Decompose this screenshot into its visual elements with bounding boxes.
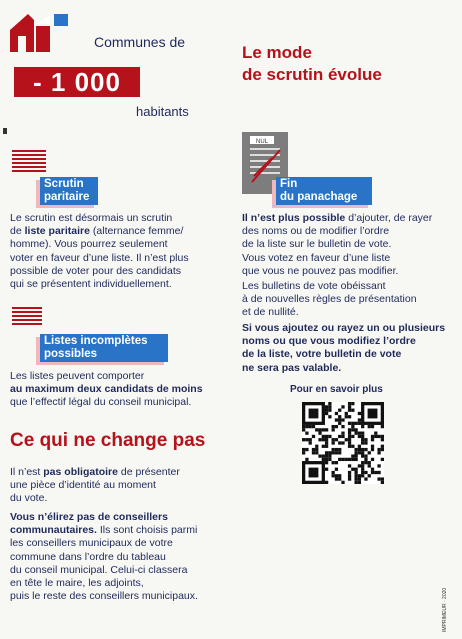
logo-banner: - 1 000 xyxy=(14,67,140,97)
tag-line: possibles xyxy=(44,348,98,360)
text-line: commune dans l’ordre du tableau xyxy=(10,550,166,563)
text-line: puis le reste des conseillers municipaux. xyxy=(10,590,198,603)
text-line: du vote. xyxy=(10,492,48,505)
text-line: Les bulletins de vote obéissant xyxy=(242,280,386,292)
text-line: qui se présentent individuellement. xyxy=(10,278,172,291)
text-line xyxy=(242,212,452,225)
tag-line: Scrutin xyxy=(44,178,84,190)
emphasis: Il n’est plus possible xyxy=(242,212,346,224)
tag-line: Fin xyxy=(280,178,298,190)
text-line xyxy=(10,466,225,479)
paragraph-scrutin-paritaire xyxy=(10,212,220,291)
text-fragment: Il n’est xyxy=(10,466,44,478)
text-line: Si vous ajoutez ou rayez un ou plusieurs xyxy=(242,322,446,334)
communes-logo xyxy=(10,12,202,119)
emphasis: Vous n’élirez pas de conseillers xyxy=(10,511,168,523)
paragraph-fin-panachage xyxy=(242,212,452,278)
text-line: possible de voter pour des candidats xyxy=(10,264,182,277)
text-line: une pièce d’identité au moment xyxy=(10,479,156,492)
text-fragment: de xyxy=(10,225,25,238)
tag-fin-panachage xyxy=(276,177,372,205)
text-line: que vous ne pouvez pas modifier. xyxy=(242,264,399,277)
text-fragment: d’ajouter, de rayer xyxy=(345,212,433,224)
tag-scrutin-paritaire xyxy=(40,177,98,205)
logo-bottom-text: habitants xyxy=(136,104,189,119)
text-line: de la liste, votre bulletin de vote xyxy=(242,348,402,361)
page-title xyxy=(242,42,442,86)
list-lines-icon xyxy=(12,307,42,329)
text-line: les conseillers municipaux de votre xyxy=(10,537,173,550)
list-lines-icon xyxy=(12,150,46,176)
text-line xyxy=(10,511,225,524)
text-line: Le scrutin est désormais un scrutin xyxy=(10,212,173,224)
tag-line: Listes incomplètes xyxy=(44,335,148,347)
qr-code[interactable] xyxy=(302,402,384,484)
printer-note: IMPRIMEUR · 2020 xyxy=(442,587,448,632)
qr-label: Pour en savoir plus xyxy=(290,384,383,395)
text-line: de la liste sur le bulletin de vote. xyxy=(242,238,392,251)
text-line: noms ou que vous modifiez l’ordre xyxy=(242,335,416,348)
text-line: à de nouvelles règles de présentation xyxy=(242,293,417,306)
emphasis: liste paritaire xyxy=(24,225,90,238)
text-line: en tête le maire, les adjoints, xyxy=(10,577,144,590)
text-line: et de nullité. xyxy=(242,306,299,319)
svg-text:NUL: NUL xyxy=(255,139,269,145)
section-title: Ce qui ne change pas xyxy=(10,430,206,451)
text-line: voter en faveur d’une liste. Il n’est plus xyxy=(10,251,189,264)
text-line xyxy=(10,524,225,537)
text-line: que l’effectif légal du conseil municipal. xyxy=(10,396,192,409)
text-fragment: de présenter xyxy=(117,466,180,478)
text-line: Les listes peuvent comporter xyxy=(10,370,145,382)
text-line: homme). Vous pourrez seulement xyxy=(10,238,168,251)
margin-mark xyxy=(3,128,7,134)
text-line xyxy=(10,383,225,396)
paragraph-bulletin-non-valable xyxy=(242,322,457,375)
paragraph-bulletins xyxy=(242,280,452,320)
logo-top-text: Communes de xyxy=(94,34,186,50)
text-fragment: Ils sont choisis parmi xyxy=(96,524,198,537)
tag-line: paritaire xyxy=(44,191,90,203)
paragraph-listes-incompletes xyxy=(10,370,225,410)
text-line: du conseil municipal. Celui-ci classera xyxy=(10,563,188,576)
emphasis: au maximum deux candidats de moins xyxy=(10,383,203,396)
emphasis: communautaires. xyxy=(10,524,97,537)
text-fragment: (alternance femme/ xyxy=(89,225,184,238)
text-line: Vous votez en faveur d’une liste xyxy=(242,251,391,264)
paragraph-piece-identite xyxy=(10,466,225,506)
house-icon xyxy=(10,12,70,52)
text-line xyxy=(10,225,220,238)
title-line-2: de scrutin évolue xyxy=(242,65,382,84)
title-line-1: Le mode xyxy=(242,43,312,62)
paragraph-conseillers-communautaires xyxy=(10,511,225,603)
text-line: ne sera pas valable. xyxy=(242,361,342,374)
text-line: des noms ou de modifier l’ordre xyxy=(242,225,390,238)
tag-listes-incompletes xyxy=(40,334,168,362)
tag-line: du panachage xyxy=(280,191,358,203)
emphasis: pas obligatoire xyxy=(43,466,118,478)
